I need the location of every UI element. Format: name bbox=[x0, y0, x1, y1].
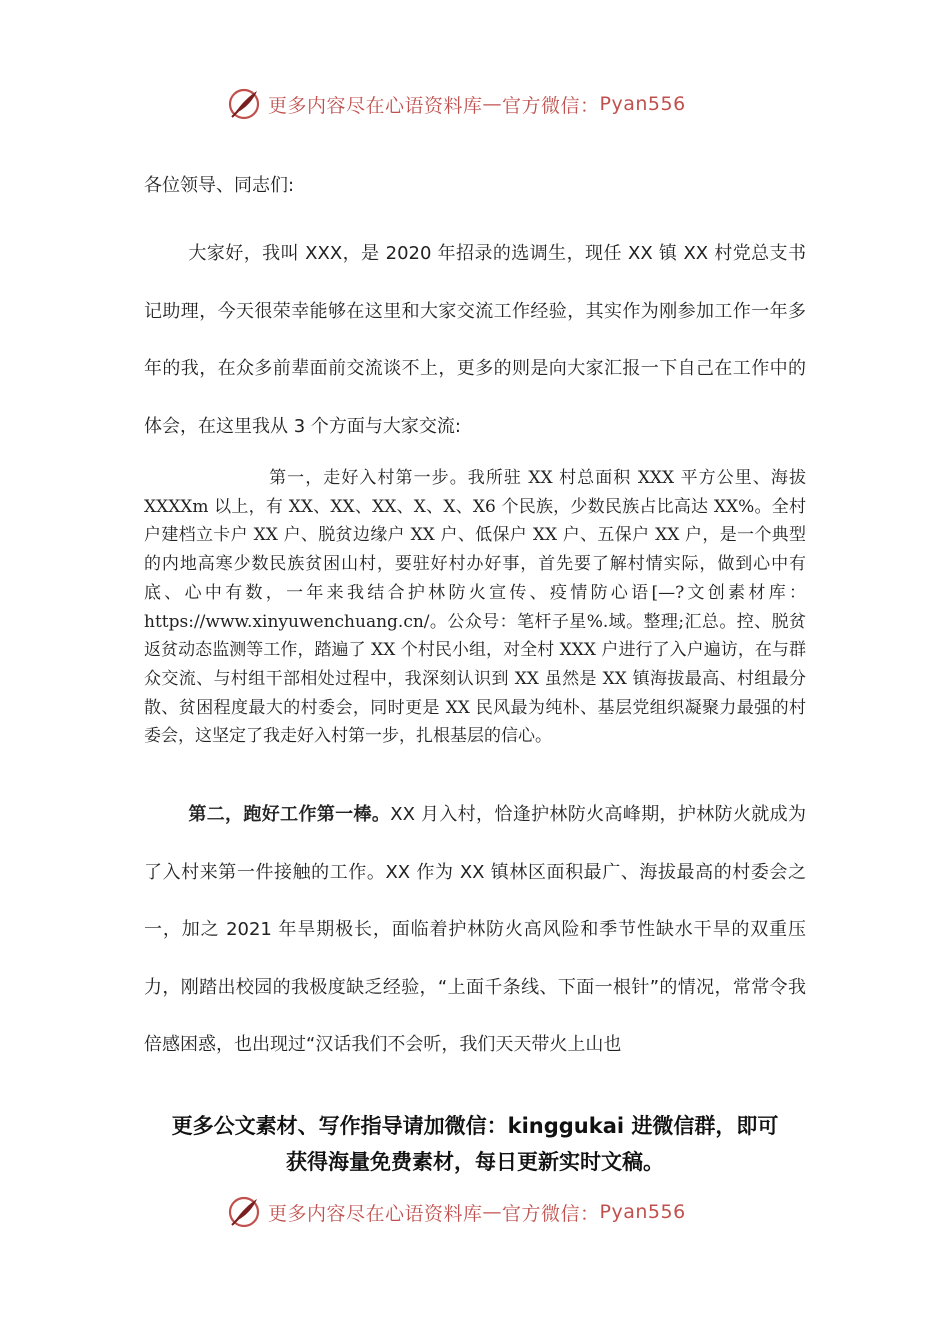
promo-line-1: 更多公文素材、写作指导请加微信：kinggukai 进微信群，即可 bbox=[171, 1114, 779, 1138]
header-banner bbox=[226, 84, 746, 124]
quill-logo-icon bbox=[226, 1194, 262, 1230]
paragraph-intro-text: 大家好，我叫 XXX，是 2020 年招录的选调生，现任 XX 镇 XX 村党总支书记助理，今天很荣幸能够在这里和大家交流工作经验，其实作为刚参加工作一年多年的我，在众多前辈面前交流谈不上，更多的则是向大家汇报一下自己在工作中的体会，在这里我从 3 个方面与大家交流: bbox=[144, 243, 806, 437]
header-site-text: 更多内容尽在心语资料库 bbox=[268, 94, 483, 117]
footer-wechat-id: Pyan556 bbox=[599, 1201, 686, 1223]
paragraph-first-point-text: 第一，走好入村第一步。我所驻 XX 村总面积 XXX 平方公里、海拔 XXXXm 以上，有 XX、XX、XX、X、X、X6 个民族，少数民族占比高达 XX%。全村户建档立卡户 XX 户、脱贫边缘户 XX 户、低保户 XX 户、五保户 XX 户，是一个典型的内地高寒少数民族贫困山村，要驻好村办好事，首先要了解村情实际，做到心中有底、心中有数，一年来我结合护林防火宣传、疫情防心语[—?文创素材库：https://www.xinyuwenchuang.cn/。公众号：笔杆子星%.域。整理;汇总。控、脱贫返贫动态监测等工作，踏遍了 XX 个村民小组，对全村 XXX 户进行了入户遍访，在与群众交流、与村组干部相处过程中，我深刻认识到 XX 虽然是 XX 镇海拔最高、村组最分散、贫困程度最大的村委会，同时更是 XX 民风最为纯朴、基层党组织凝聚力最强的村委会，这坚定了我走好入村第一步，扎根基层的信心。 bbox=[144, 468, 806, 747]
greeting: 各位领导、同志们: bbox=[144, 175, 295, 196]
promo-line-2: 获得海量免费素材，每日更新实时文稿。 bbox=[286, 1150, 664, 1174]
header-separator: — bbox=[482, 93, 503, 115]
paragraph-intro bbox=[144, 225, 806, 455]
footer-wechat-label: 官方微信： bbox=[502, 1202, 600, 1225]
footer-banner bbox=[226, 1192, 746, 1232]
footer-site-text: 更多内容尽在心语资料库 bbox=[268, 1202, 483, 1225]
paragraph-second-body: XX 月入村，恰逢护林防火高峰期，护林防火就成为了入村来第一件接触的工作。XX 作为 XX 镇林区面积最广、海拔最高的村委会之一，加之 2021 年旱期极长，面临着护林防火高风险和季节性缺水干旱的双重压力，刚踏出校园的我极度缺乏经验，“上面千条线、下面一根针”的情况，常常令我倍感困惑，也出现过“汉话我们不会听，我们天天带火上山也 bbox=[144, 804, 807, 1055]
paragraph-second-heading: 第二，跑好工作第一棒。 bbox=[188, 804, 391, 825]
paragraph-second-point bbox=[144, 786, 806, 1074]
footer-separator: — bbox=[482, 1201, 503, 1223]
paragraph-first-point bbox=[144, 464, 806, 751]
header-wechat-label: 官方微信： bbox=[502, 94, 600, 117]
promo-notice bbox=[130, 1108, 820, 1180]
header-wechat-id: Pyan556 bbox=[599, 93, 686, 115]
quill-logo-icon bbox=[226, 86, 262, 122]
